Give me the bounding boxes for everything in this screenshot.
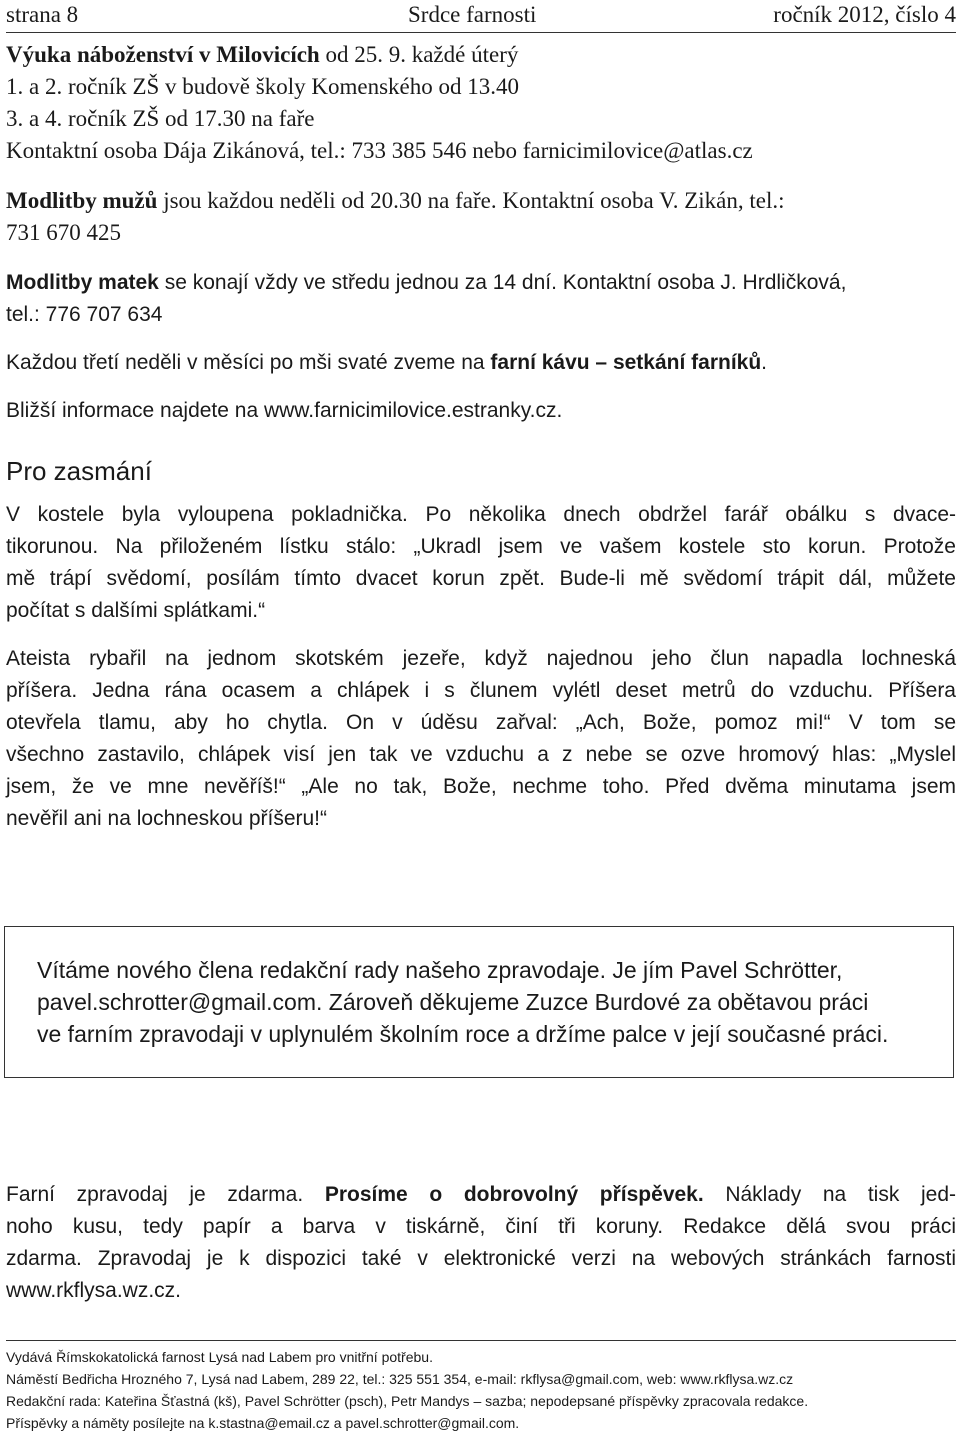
joke2-line-1: Ateista rybařil na jednom skotském jezeře, když najednou jeho člun napadla lochneská [6,647,956,670]
joke2-line-6: nevěřil ani na lochneskou příšeru!“ [6,807,328,830]
welcome-line-1: Vítáme nového člena redakční rady našeho zpravodaje. Je jím Pavel Schrötter, [37,957,843,983]
colophon-line-4: Příspěvky a náměty posílejte na k.stastna@email.cz a pavel.schrotter@gmail.com. [6,1415,520,1431]
donation-line-4: www.rkflysa.wz.cz. [6,1279,182,1302]
welcome-line-2: pavel.schrotter@gmail.com. Zároveň děkujeme Zuzce Burdové za obětavou práci [37,989,869,1015]
joke2-line-3: otevřela tlamu, aby ho chytla. On v úděsu zařval: „Ach, Bože, pomoz mi!“ V tom se [6,711,956,734]
farni-kava-title: farní kávu – setkání farníků [490,351,762,374]
colophon-line-2: Náměstí Bedřicha Hrozného 7, Lysá nad Labem, 289 22, tel.: 325 551 354, e-mail: rkflysa@gmail.com, web: www.rkflysa.wz.cz [6,1371,794,1387]
colophon-line-3: Redakční rada: Kateřina Šťastná (kš), Pavel Schrötter (psch), Petr Mandys – sazba; nepodepsané příspěvky zpracovala redakce. [6,1393,809,1409]
joke2-line-5: jsem, že ve mne nevěříš!“ „Ale no tak, Bože, nechme toho. Před dvěma minutama jsem [6,775,956,798]
colophon-line-1: Vydává Římskokatolická farnost Lysá nad Labem pro vnitřní potřebu. [6,1349,433,1365]
joke1-line-3: mě trápí svědomí, posílám tímto dvacet korun zpět. Bude-li mě svědomí trápit dál, můžete [6,567,956,590]
page-number: strana 8 [6,2,79,27]
issue-number: ročník 2012, číslo 4 [773,2,956,27]
modlitby-matek-title: Modlitby matek [6,271,159,294]
joke2-line-4: všechno zastavilo, chlápek visí jen tak ve vzduchu a z nebe se ozve hromový hlas: „Myslel [6,743,956,766]
running-header [6,0,956,33]
modlitby-muzu-line-2: 731 670 425 [6,220,121,245]
joke1-line-1: V kostele byla vyloupena pokladnička. Po několika dnech obdržel farář obálku s dvace- [6,503,956,526]
joke1-line-2: tikorunou. Na přiloženém lístku stálo: „Ukradl jsem ve vašem kostele sto korun. Protože [6,535,956,558]
info-line: Bližší informace najdete na www.farnicimilovice.estranky.cz. [6,399,563,422]
vyuka-line-3: 3. a 4. ročník ZŠ od 17.30 na faře [6,106,315,131]
joke1-line-4: počítat s dalšími splátkami.“ [6,599,266,622]
vyuka-title: Výuka náboženství v Milovicích [6,42,320,67]
donation-line-1: Farní zpravodaj je zdarma. Prosíme o dobrovolný příspěvek. Náklady na tisk jed- [6,1183,956,1206]
welcome-box [4,926,954,1078]
modlitby-matek-line-2: tel.: 776 707 634 [6,303,163,326]
farni-kava-line: Každou třetí neděli v měsíci po mši svaté zveme na farní kávu – setkání farníků. [6,351,768,374]
modlitby-matek-line-1: Modlitby matek se konají vždy ve středu jednou za 14 dní. Kontaktní osoba J. Hrdličková, [6,271,847,294]
donation-request: Prosíme o dobrovolný příspěvek. [324,1183,704,1206]
vyuka-line-2: 1. a 2. ročník ZŠ v budově školy Komenského od 13.40 [6,74,519,99]
welcome-line-3: ve farním zpravodaji v uplynulém školním roce a držíme palce v její současné práci. [37,1021,889,1047]
donation-line-2: noho kusu, tedy papír a barva v tiskárně, činí tři koruny. Redakce dělá svou práci [6,1215,956,1238]
modlitby-muzu-title: Modlitby mužů [6,188,158,213]
publication-title: Srdce farnosti [408,2,537,27]
humor-heading: Pro zasmání [6,456,152,486]
donation-line-3: zdarma. Zpravodaj je k dispozici také v elektronické verzi na webových stránkách farnosti [6,1247,956,1270]
vyuka-line-4: Kontaktní osoba Dája Zikánová, tel.: 733 385 546 nebo farnicimilovice@atlas.cz [6,138,753,163]
joke2-line-2: příšera. Jedna rána ocasem a chlápek i s člunem vylétl deset metrů do vzduchu. Příšera [6,679,956,702]
modlitby-muzu-line-1: Modlitby mužů jsou každou neděli od 20.30 na faře. Kontaktní osoba V. Zikán, tel.: [6,188,785,213]
colophon-divider [6,1340,956,1341]
vyuka-line-1: Výuka náboženství v Milovicích od 25. 9. každé úterý [6,42,519,67]
